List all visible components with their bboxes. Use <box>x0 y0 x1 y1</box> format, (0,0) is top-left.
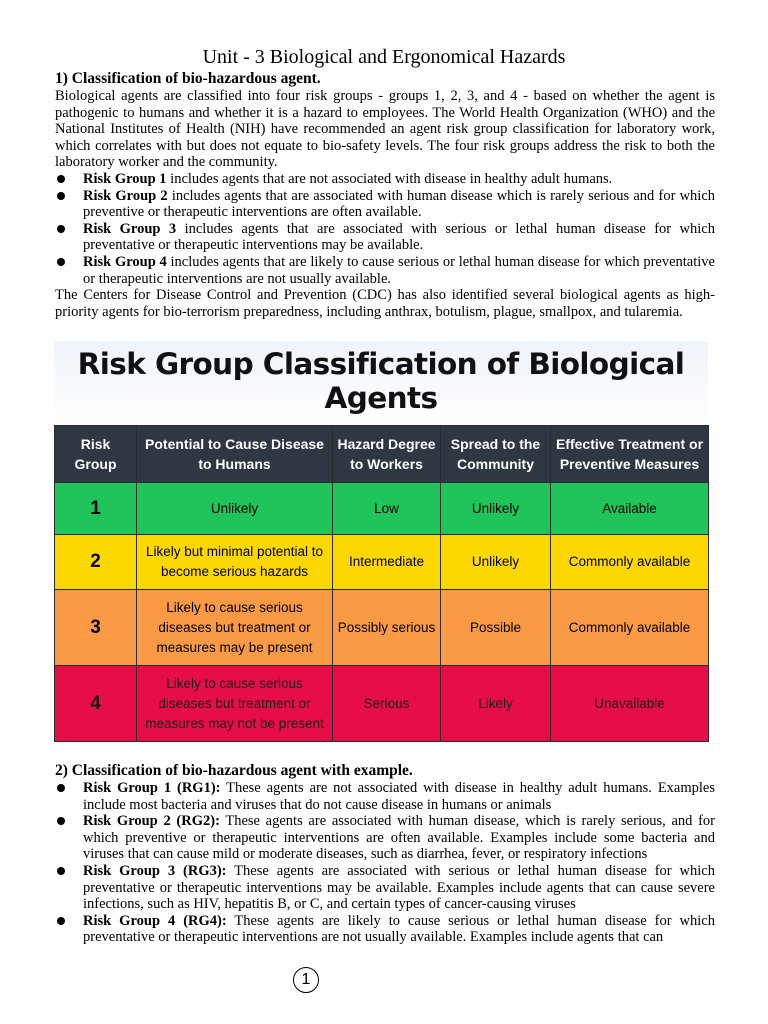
bullet-icon <box>57 192 65 200</box>
table-cell: Unlikely <box>441 535 551 590</box>
risk-group-number: 2 <box>55 535 137 590</box>
bullet-icon <box>57 225 65 233</box>
table-row <box>55 535 709 590</box>
risk-group-text: includes agents that are associated with serious or lethal human disease for which preventative or therapeutic interventions may be available. <box>83 220 715 254</box>
list-item <box>55 221 715 254</box>
section-heading: 2) Classification of bio-hazardous agent with example. <box>55 762 413 779</box>
table-cell: Possible <box>441 590 551 666</box>
risk-group-text: These agents are associated with serious or lethal human disease for which preventative or therapeutic interventions may be available. Examples include agents that can cause severe infections, such as HIV, hepatitis B, or C, and certain types of cancer-causing viruses <box>83 862 715 913</box>
risk-group-infographic <box>54 341 708 744</box>
column-header: Effective Treatment or Preventive Measures <box>551 426 709 483</box>
risk-group-list <box>55 171 715 287</box>
risk-group-label: Risk Group 2 (RG2): <box>83 813 220 830</box>
table-cell: Unlikely <box>137 483 333 535</box>
column-header: Hazard Degree to Workers <box>333 426 441 483</box>
column-header: Risk Group <box>55 426 137 483</box>
bullet-icon <box>57 867 65 875</box>
list-item <box>55 188 715 221</box>
list-item <box>55 863 715 913</box>
risk-group-label: Risk Group 3 <box>83 220 177 237</box>
table-cell: Likely to cause serious diseases but treatment or measures may not be present <box>137 666 333 742</box>
risk-group-example-list <box>55 780 715 946</box>
list-item <box>55 780 715 813</box>
section-intro: Biological agents are classified into four risk groups - groups 1, 2, 3, and 4 - based on whether the agent is pathogenic to humans and whether it is a hazard to employees. The World Health Organization (WHO) and the National Institutes of Health (NIH) have recommended an agent risk group classification for laboratory work, which correlates with but does not equate to bio-safety levels. The four risk groups address the risk to both the laboratory worker and the community. <box>55 88 715 171</box>
list-item <box>55 913 715 946</box>
section-heading: 1) Classification of bio-hazardous agent. <box>55 70 321 87</box>
risk-group-label: Risk Group 2 <box>83 187 168 204</box>
bullet-icon <box>57 784 65 792</box>
risk-group-label: Risk Group 1 (RG1): <box>83 780 221 796</box>
bullet-icon <box>57 258 65 266</box>
infographic-title: Risk Group Classification of Biological Agents <box>77 347 685 415</box>
risk-group-label: Risk Group 1 <box>83 170 167 187</box>
table-cell: Likely to cause serious diseases but treatment or measures may be present <box>137 590 333 666</box>
risk-group-table <box>54 425 709 742</box>
risk-group-text: These agents are not associated with disease in healthy adult humans. Examples include most bacteria and viruses that do not cause disease in humans or animals <box>83 780 716 813</box>
table-cell: Unavailable <box>551 666 709 742</box>
list-item <box>55 171 715 188</box>
risk-group-text: includes agents that are associated with human disease which is rarely serious and for which preventive or therapeutic interventions are often available. <box>83 187 715 221</box>
section-closing: The Centers for Disease Control and Prevention (CDC) has also identified several biological agents as high-priority agents for bio-terrorism preparedness, including anthrax, botulism, plague, smallpox, and tularemia. <box>55 287 715 320</box>
column-header: Potential to Cause Disease to Humans <box>137 426 333 483</box>
table-cell: Likely <box>441 666 551 742</box>
column-header: Spread to the Community <box>441 426 551 483</box>
table-cell: Unlikely <box>441 483 551 535</box>
table-cell: Available <box>551 483 709 535</box>
table-cell: Serious <box>333 666 441 742</box>
list-item <box>55 254 715 287</box>
risk-group-label: Risk Group 3 (RG3): <box>83 862 227 879</box>
risk-group-number: 1 <box>55 483 137 535</box>
table-cell: Low <box>333 483 441 535</box>
page-title: Unit - 3 Biological and Ergonomical Hazards <box>202 46 566 68</box>
risk-group-label: Risk Group 4 <box>83 253 167 270</box>
table-cell: Likely but minimal potential to become serious hazards <box>137 535 333 590</box>
page-number: 1 <box>293 967 319 993</box>
risk-group-label: Risk Group 4 (RG4): <box>83 912 227 929</box>
risk-group-text: These agents are likely to cause serious or lethal human disease for which preventative or therapeutic interventions are not usually available. Examples include agents that can <box>83 912 715 946</box>
table-cell: Intermediate <box>333 535 441 590</box>
table-row <box>55 590 709 666</box>
table-cell: Commonly available <box>551 590 709 666</box>
risk-group-number: 3 <box>55 590 137 666</box>
table-cell: Commonly available <box>551 535 709 590</box>
table-row <box>55 666 709 742</box>
list-item <box>55 813 715 863</box>
risk-group-text: These agents are associated with human disease, which is rarely serious, and for which preventive or therapeutic interventions are often available. Examples include some bacteria and viruses that can cause mild or moderate diseases, such as diarrhea, fever, or respiratory infections <box>83 813 715 863</box>
section-examples <box>55 762 715 946</box>
bullet-icon <box>57 175 65 183</box>
table-cell: Possibly serious <box>333 590 441 666</box>
table-header-row <box>55 426 709 483</box>
risk-group-number: 4 <box>55 666 137 742</box>
bullet-icon <box>57 817 65 825</box>
risk-group-text: includes agents that are likely to cause serious or lethal human disease for which preventative or therapeutic interventions are not usually available. <box>83 253 715 287</box>
bullet-icon <box>57 917 65 925</box>
section-classification <box>55 70 715 320</box>
risk-group-text: includes agents that are not associated with disease in healthy adult humans. <box>166 170 613 187</box>
table-row <box>55 483 709 535</box>
